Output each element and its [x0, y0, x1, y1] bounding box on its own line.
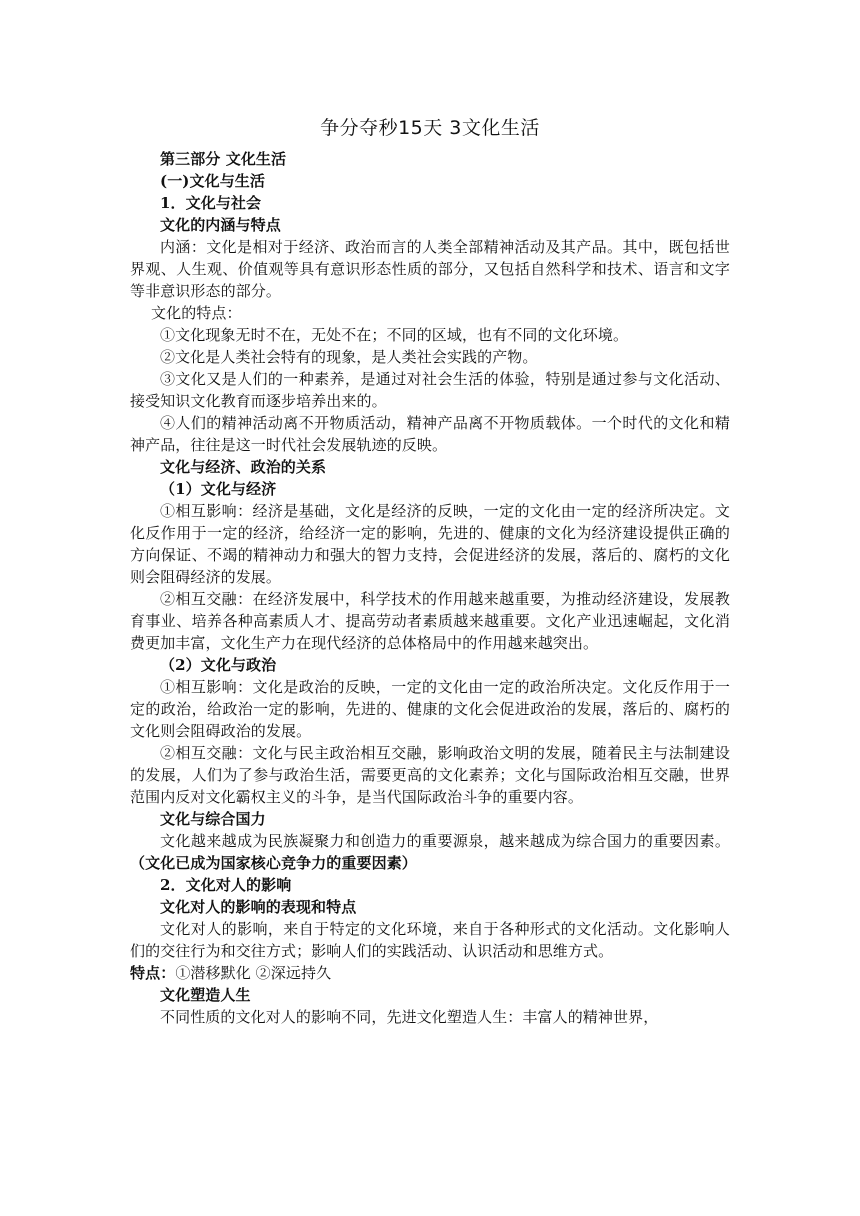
paragraph [130, 830, 730, 874]
paragraph: 不同性质的文化对人的影响不同，先进文化塑造人生：丰富人的精神世界， [160, 1008, 659, 1026]
paragraph-text: 文化越来越成为民族凝聚力和创造力的重要源泉，越来越成为综合国力的重要因素。 [160, 832, 730, 850]
topic-heading: 文化塑造人生 [160, 986, 251, 1004]
topic-heading: 文化与综合国力 [160, 810, 266, 828]
subtopic-heading: （2）文化与政治 [160, 656, 277, 674]
paragraph: ②相互交融：文化与民主政治相互交融，影响政治文明的发展，随着民主与法制建设的发展，人们为了参与政治生活，需要更高的文化素养；文化与国际政治相互交融，世界范围内反对文化霸权主义的斗争，是当代国际政治斗争的重要内容。 [130, 744, 730, 806]
document-page [130, 112, 730, 1028]
list-item: ②文化是人类社会特有的现象，是人类社会实践的产物。 [160, 348, 538, 366]
list-item: ③文化又是人们的一种素养，是通过对社会生活的体验，特别是通过参与文化活动、接受知识文化教育而逐步培养出来的。 [130, 370, 730, 410]
traits-line [130, 962, 730, 984]
paragraph: 内涵：文化是相对于经济、政治而言的人类全部精神活动及其产品。其中，既包括世界观、人生观、价值观等具有意识形态性质的部分，又包括自然科学和技术、语言和文字等非意识形态的部分。 [130, 238, 730, 300]
paragraph: ①相互影响：文化是政治的反映，一定的文化由一定的政治所决定。文化反作用于一定的政治，给政治一定的影响，先进的、健康的文化会促进政治的发展，落后的、腐朽的文化则会阻碍政治的发展。 [130, 678, 730, 740]
list-item: ①文化现象无时不在，无处不在；不同的区域，也有不同的文化环境。 [160, 326, 629, 344]
traits-label: 特点： [130, 964, 176, 982]
paragraph: 文化对人的影响，来自于特定的文化环境，来自于各种形式的文化活动。文化影响人们的交往行为和交往方式；影响人们的实践活动、认识活动和思维方式。 [130, 920, 730, 960]
subsection-heading: 2．文化对人的影响 [160, 876, 292, 894]
topic-heading: 文化与经济、政治的关系 [160, 458, 327, 476]
traits-text: ①潜移默化 ②深远持久 [175, 964, 332, 982]
document-title: 争分夺秒15天 3文化生活 [320, 117, 540, 139]
subsection-heading: 1．文化与社会 [160, 194, 262, 212]
features-label: 文化的特点： [151, 304, 242, 322]
subtopic-heading: （1）文化与经济 [160, 480, 277, 498]
section-heading: (一)文化与生活 [160, 172, 265, 190]
paragraph: ②相互交融：在经济发展中，科学技术的作用越来越重要，为推动经济建设，发展教育事业、培养各种高素质人才、提高劳动者素质越来越重要。文化产业迅速崛起，文化消费更加丰富，文化生产力在现代经济的总体格局中的作用越来越突出。 [130, 590, 730, 652]
part-heading: 第三部分 文化生活 [160, 150, 287, 168]
list-item: ④人们的精神活动离不开物质活动，精神产品离不开物质载体。一个时代的文化和精神产品，往往是这一时代社会发展轨迹的反映。 [130, 414, 730, 454]
paragraph: ①相互影响：经济是基础，文化是经济的反映，一定的文化由一定的经济所决定。文化反作用于一定的经济，给经济一定的影响，先进的、健康的文化为经济建设提供正确的方向保证、不竭的精神动力和强大的智力支持，会促进经济的发展，落后的、腐朽的文化则会阻碍经济的发展。 [130, 502, 730, 586]
topic-heading: 文化的内涵与特点 [160, 216, 281, 234]
bold-note: （文化已成为国家核心竞争力的重要因素） [130, 854, 417, 872]
topic-heading: 文化对人的影响的表现和特点 [160, 898, 357, 916]
